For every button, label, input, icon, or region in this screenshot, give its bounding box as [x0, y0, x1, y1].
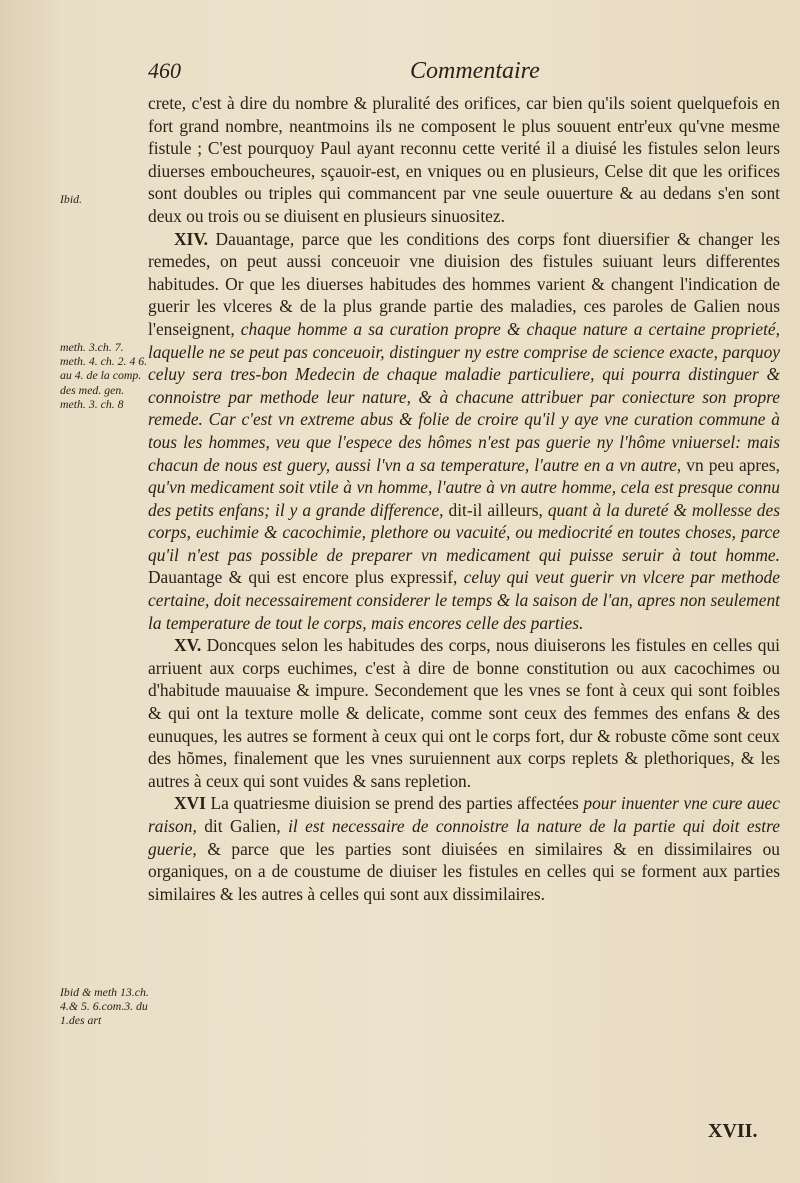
page-number: 460 — [148, 58, 181, 83]
galien-quote: il est necessaire de connoistre la nature de la partie qui doit estre guerie, — [148, 816, 780, 859]
running-title: Commentaire — [410, 58, 540, 84]
paragraph-text: vn peu apres, — [686, 454, 780, 475]
main-text — [148, 92, 780, 905]
paragraph-text: dit Galien, — [204, 816, 281, 836]
galien-quote: pour inuenter vne cure auec raison, — [148, 793, 780, 836]
paragraph-text: Doncques selon les habitudes des corps, nous diuiserons les fistules en celles qui arriuent aux corps euchimes, c'est à dire de bonne constitution ou aux cacochimes ou d'habitude mauuaise & impure. Secondement que les vnes se font à ceux qui sont foibles & qui ont la texture molle & delicate, comme sont ceux des femmes des enfans & des eunuques, les autres se forment à ceux qui ont le corps fort, dur & robuste cõme sont ceux des hõmes, finalement que les vnes suruiennent aux corps replets & plethoriques, & les autres à ceux qui sont vuides & sans repletion. — [148, 635, 780, 791]
galien-quote: chaque homme a sa curation propre & chaque nature a certaine proprieté, laquelle ne se peut pas conceuoir, distinguer ny estre comprise de science exacte, parquoy celuy sera tres-bon Medecin de chaque maladie particuliere, qui pourra distinguer & connoistre par methode leur nature, & à chacune attribuer par coniecture son propre remede. Car c'est vn extreme abus & folie de croire qu'il y aye vne curation commune à tous les hommes, veu que l'espece des hômes n'est pas guerie ny l'hôme vniuersel: mais chacun de nous est guery, aussi l'vn a sa temperature, l'autre en a vn autre, — [148, 318, 780, 475]
galien-quote: quant à la dureté & mollesse des corps, euchimie & cacochimie, plethore ou vacuité, ou mediocrité en toutes choses, parce qu'il n'est pas possible de preparer vn medicament qui puisse seruir à tout homme. — [148, 499, 780, 565]
galien-quote: celuy qui veut guerir vn vlcere par methode certaine, doit necessairement considerer le temps & la saison de l'an, apres non seulement la temperature de tout le corps, mais encores celle des parties. — [148, 567, 780, 633]
section-number-xvi: XVI — [174, 793, 206, 814]
margin-note-references: meth. 3.ch. 7. meth. 4. ch. 2. 4 6. au 4. de la comp. des med. gen. meth. 3. ch. 8 — [60, 340, 148, 411]
section-number-xv: XV. — [174, 635, 202, 656]
paragraph-xvi — [148, 792, 780, 905]
paragraph-text: & parce que les parties sont diuisées en similaires & en dissimilaires ou organiques, on a de coustume de diuiser les fistules en celles qui se forment aux parties similaires & les autres à celles qui sont aux dissimilaires. — [148, 838, 780, 904]
paragraph-text: Dauantage, parce que les conditions des corps font diuersifier & changer les remedes, on peut aussi conceuoir vne diuision des fistules suiuant leurs differentes habitudes. Or que les diuerses habitudes des hommes varient & changent l'indication de guerir les vlceres & de la plus grande partie des maladies, ces paroles de Galien nous l'enseignent, — [148, 228, 780, 339]
paragraph-xiv — [148, 228, 780, 635]
page-header — [148, 58, 778, 88]
section-number-xiv: XIV. — [174, 228, 208, 249]
catchword: XVII. — [708, 1120, 758, 1142]
paragraph-continuation: crete, c'est à dire du nombre & pluralité des orifices, car bien qu'ils soient quelquefois en fort grand nombre, neantmoins ils ne composent le plus souuent entr'eux qu'vne mesme fistule ; C'est pourquoy Paul ayant reconnu cette verité il a diuisé les fistules selon leurs diuerses emboucheures, sçauoir-est, en vniques ou en plusieurs, Celse dit que les orifices sont doubles ou triples qui commancent par vne seule ouuerture & au dedans s'en sont deux ou trois ou se diuisent en plusieurs sinuositez. — [148, 93, 780, 226]
paragraph-text: La quatriesme diuision se prend des parties affectées — [210, 793, 579, 814]
paragraph-xv — [148, 634, 780, 792]
margin-note-ibid-meth: Ibid & meth 13.ch. 4.& 5. 6.com.3. du 1.des art — [60, 985, 149, 1028]
paragraph-text: dit-il ailleurs, — [448, 499, 543, 520]
paragraph-text: Dauantage & qui est encore plus expressif, — [148, 567, 458, 588]
margin-note-ibid: Ibid. — [60, 192, 82, 206]
galien-quote: qu'vn medicament soit vtile à vn homme, l'autre à vn autre homme, cela est presque connu des petits enfans; il y a grande difference, — [148, 477, 780, 520]
